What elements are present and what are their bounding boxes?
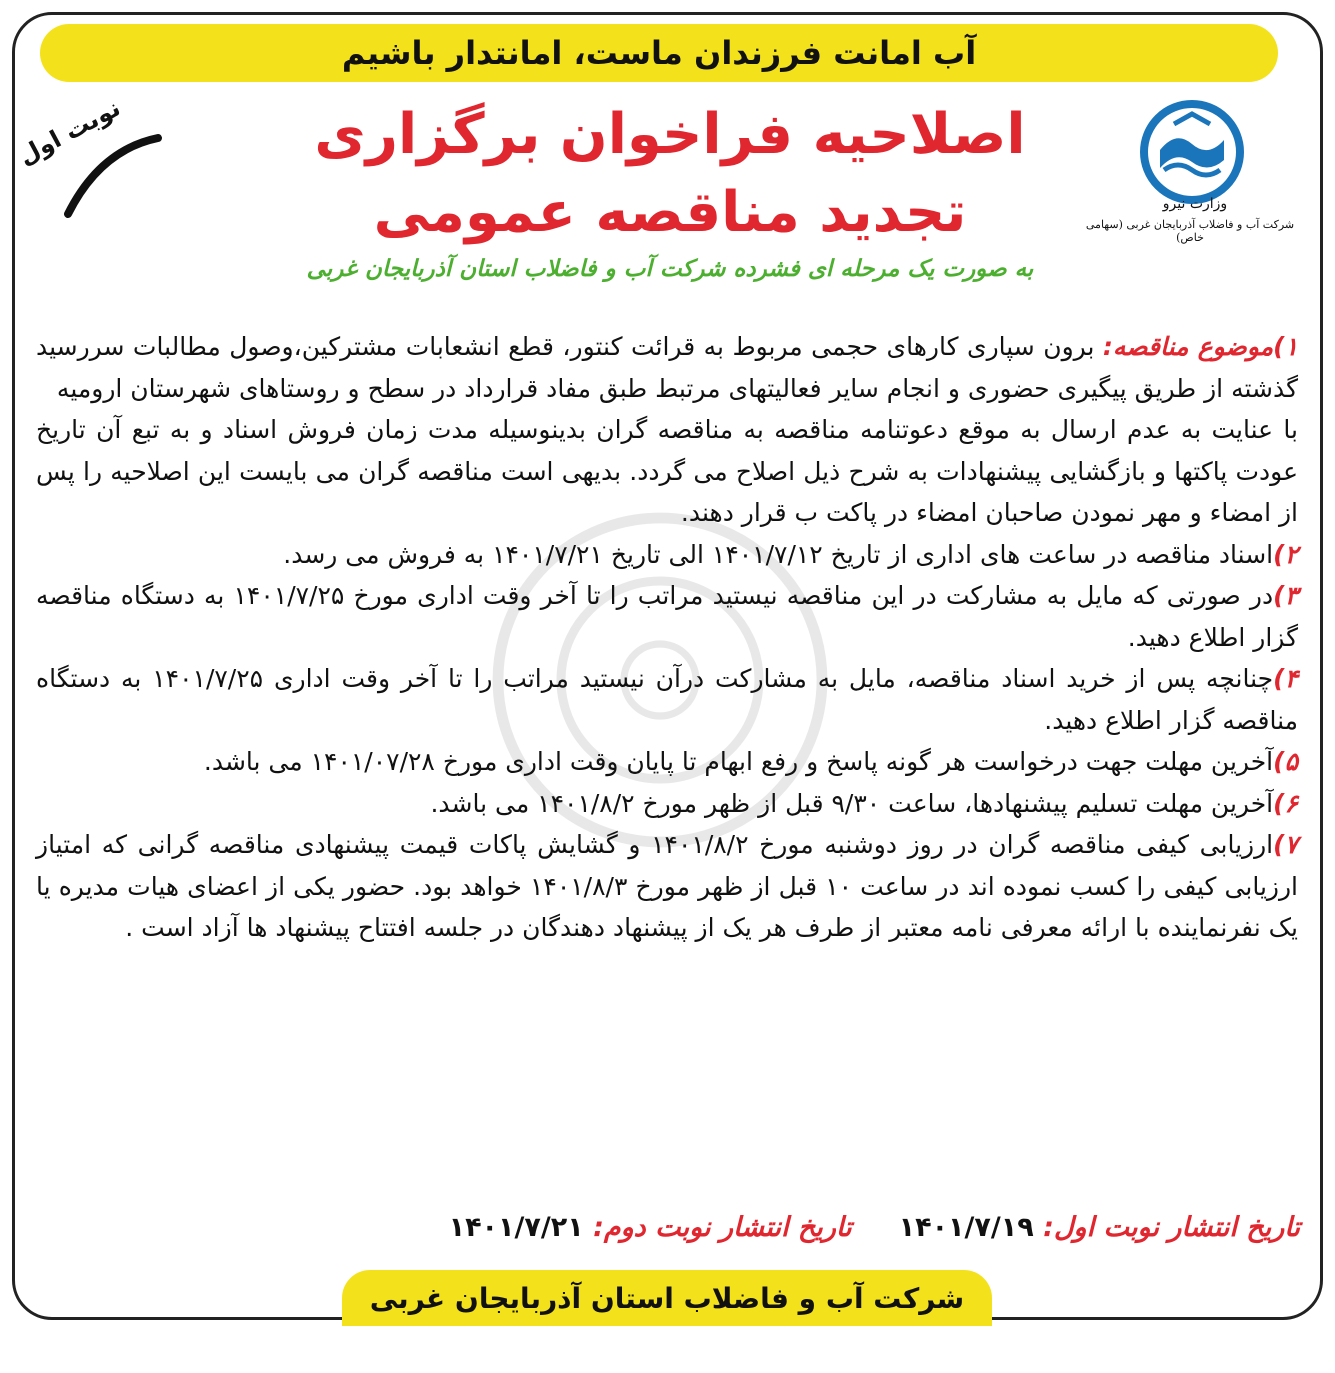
- subtitle: به صورت یک مرحله ای فشرده شرکت آب و فاضلاب استان آذربایجان غربی: [306, 256, 1034, 282]
- item-4-number: ۴): [1273, 664, 1298, 693]
- item-3: [36, 575, 1298, 658]
- item-6-text: آخرین مهلت تسلیم پیشنهادها، ساعت ۹/۳۰ قبل از ظهر مورخ ۱۴۰۱/۸/۲ می باشد.: [430, 788, 1274, 818]
- logo-ministry-text: وزارت نیرو: [1162, 196, 1228, 212]
- item-5-number: ۵): [1273, 747, 1298, 776]
- item-5-text: آخرین مهلت جهت درخواست هر گونه پاسخ و رفع ابهام تا پایان وقت اداری مورخ ۱۴۰۱/۰۷/۲۸ می باشد.: [203, 747, 1274, 776]
- item-2: [36, 534, 1298, 576]
- top-banner-text: آب امانت فرزندان ماست، امانتدار باشیم: [341, 34, 977, 72]
- first-round-stamp: نوبت اول: [13, 93, 125, 171]
- item-4-text: چنانچه پس از خرید اسناد مناقصه، مایل به مشارکت درآن نیستید مراتب را تا آخر وقت اداری ۱۴۰۱/۷/۲۵ به دستگاه مناقصه گزار اطلاع دهید.: [36, 664, 1298, 735]
- water-company-logo-icon: [1140, 100, 1244, 204]
- second-publication-date: ۱۴۰۱/۷/۲۱: [448, 1212, 584, 1243]
- item-6-number: ۶): [1273, 788, 1298, 818]
- item-1-text: برون سپاری کارهای حجمی مربوط به قرائت کنتور، قطع انشعابات مشترکین،وصول مطالبات سررسید گذشته از طریق پیگیری حضوری و انجام سایر فعالیتهای مرتبط طبق مفاد قرارداد در سطح و روستاهای شهرستان ارومیه: [36, 332, 1298, 403]
- item-7-number: ۷): [1273, 830, 1298, 859]
- top-banner: [40, 24, 1278, 82]
- item-6: [36, 783, 1298, 825]
- item-7-text: ارزیابی کیفی مناقصه گران در روز دوشنبه مورخ ۱۴۰۱/۸/۲ و گشایش پاکات قیمت پیشنهادی مناقصه گرانی که امتیاز ارزیابی کیفی را کسب نموده اند در ساعت ۱۰ قبل از ظهر مورخ ۱۴۰۱/۸/۳ خواهد بود. حضور یکی از اعضای هیات مدیره یا یک نفرنماینده با ارائه معرفی نامه معتبر از طرف هر یک از پیشنهاد دهندگان در جلسه افتتاح پیشنهاد ها آزاد است .: [36, 830, 1299, 942]
- item-3-number: ۳): [1273, 581, 1298, 610]
- intro-paragraph: با عنایت به عدم ارسال به موقع دعوتنامه مناقصه به مناقصه گران بدینوسیله مدت زمان فروش اسناد و به تبع آن تاریخ عودت پاکتها و بازگشایی پیشنهادات به شرح ذیل اصلاح می گردد. بدیهی است مناقصه گران می بایست این اصلاحیه را پس از امضاء و مهر نمودن صاحبان امضاء در پاکت ب قرار دهند.: [36, 415, 1298, 527]
- logo-company-text: شرکت آب و فاضلاب آذربایجان غربی (سهامی خاص): [1085, 218, 1295, 244]
- first-publication-label: تاریخ انتشار نوبت اول:: [1043, 1212, 1300, 1243]
- item-2-number: ۲): [1273, 539, 1298, 569]
- publication-dates: [200, 1212, 1300, 1243]
- tender-body: [36, 326, 1298, 949]
- item-5: [36, 741, 1298, 783]
- item-2-text: اسناد مناقصه در ساعت های اداری از تاریخ ۱۴۰۱/۷/۱۲ الی تاریخ ۱۴۰۱/۷/۲۱ به فروش می رسد.: [283, 539, 1274, 569]
- item-1-number: ۱): [1273, 332, 1298, 361]
- bottom-banner-text: شرکت آب و فاضلاب استان آذربایجان غربی: [369, 1281, 965, 1315]
- title-line-1: اصلاحیه فراخوان برگزاری: [314, 102, 1026, 167]
- item-1-label: موضوع مناقصه:: [1102, 332, 1274, 361]
- title-line-2: تجدید مناقصه عمومی: [373, 180, 967, 245]
- second-publication-label: تاریخ انتشار نوبت دوم:: [593, 1212, 852, 1243]
- item-4: [36, 658, 1298, 741]
- item-7: [36, 824, 1298, 949]
- first-publication-date: ۱۴۰۱/۷/۱۹: [898, 1212, 1034, 1243]
- item-1: [36, 326, 1298, 409]
- bottom-banner: [342, 1270, 992, 1326]
- item-3-text: در صورتی که مایل به مشارکت در این مناقصه نیستید مراتب را تا آخر وقت اداری مورخ ۱۴۰۱/۷/۲۵ به دستگاه مناقصه گزار اطلاع دهید.: [36, 581, 1298, 652]
